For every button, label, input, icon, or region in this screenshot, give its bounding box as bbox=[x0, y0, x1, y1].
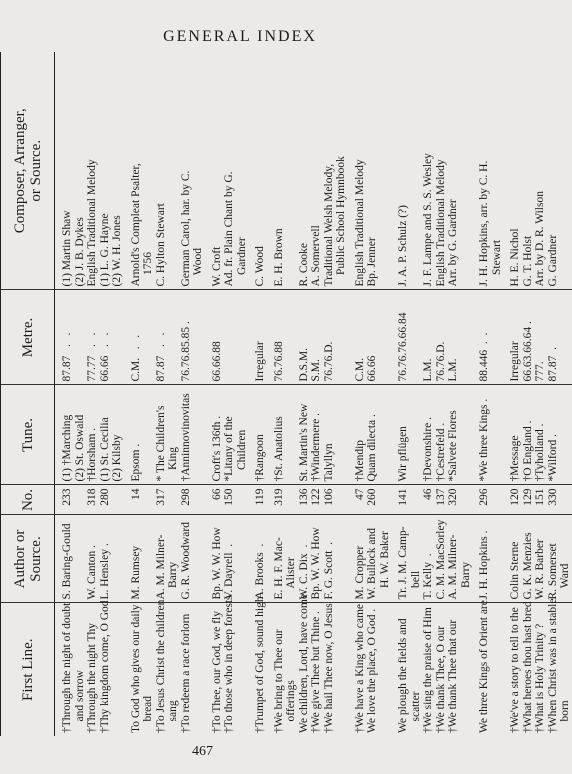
cell-tune: Wir pflügen †Devonshire . †Cestrefeld . *Salvete Flores bbox=[391, 385, 472, 485]
cell-no: 119 bbox=[248, 485, 267, 515]
cell-first-line: †To Thee, our God, we fly †To those who in deep forests bbox=[210, 595, 235, 733]
cell-metre: C.M. 66.66 bbox=[348, 290, 392, 385]
cell-composer: (1) Martin Shaw (2) J. B. Dykes English Traditional Melody (1) L. G. Hayne (2) W. H. Jones bbox=[55, 52, 124, 290]
index-rows bbox=[55, 52, 572, 736]
page-title: GENERAL INDEX bbox=[163, 28, 317, 45]
general-index-table bbox=[0, 52, 572, 736]
index-frame bbox=[0, 52, 571, 736]
cell-author: M. Cropper W. Bullock and H. W. Baker bbox=[348, 515, 392, 603]
cell-author: S. Baring-Gould W. Canton . L. Hensley . bbox=[55, 515, 124, 603]
header-row bbox=[1, 52, 55, 736]
cell-author: E. H. F. Mac- Alister W. C. Dix . Bp. W. W. How F. G. Scott . bbox=[267, 515, 348, 603]
table-row bbox=[55, 52, 124, 736]
header-no: No. bbox=[1, 485, 55, 515]
cell-tune: †Rangoon bbox=[248, 385, 267, 485]
cell-tune: *We three Kings . bbox=[472, 385, 503, 485]
cell-tune: Epsom . * The Children's King †Anninnovinovitas bbox=[124, 385, 205, 485]
cell-composer: H. E. Nichol G. T. Holst Arr. by D. R. Wilson G. Gardner bbox=[503, 52, 572, 290]
header-first-line: First Line. bbox=[1, 603, 55, 736]
table-row bbox=[391, 52, 472, 736]
cell-no: 66 150 bbox=[205, 485, 249, 515]
cell-metre: 66.66.88 bbox=[205, 290, 249, 385]
table-row bbox=[472, 52, 503, 736]
cell-metre: 76.76.76.66.84 L.M. 76.76.D. L.M. bbox=[391, 290, 472, 385]
page-number: 467 bbox=[192, 744, 213, 759]
header-tune: Tune. bbox=[1, 385, 55, 485]
cell-tune: †Mendip Quam dilecta . bbox=[348, 385, 392, 485]
cell-metre: 87.87 . . 77.77 . . 66.66 . . bbox=[55, 290, 124, 385]
table-row bbox=[205, 52, 249, 736]
cell-composer: Arnold's Compleat Psalter, 1756 C. Hylton Stewart German Carol, har. by C. Wood bbox=[124, 52, 205, 290]
cell-author: J. H. Hopkins . bbox=[472, 515, 503, 603]
cell-tune: †Message †O England . †Tyholland . *Wilford . bbox=[503, 385, 572, 485]
cell-first-line: †We've a story to tell to the †What heroes thou hast bred †What is Holy Trinity ? †When Christ was in a stable born bbox=[509, 598, 571, 733]
header-author: Author or Source. bbox=[1, 515, 55, 603]
cell-no: 233 318 280 bbox=[55, 485, 124, 515]
cell-composer: W. Croft Ad. fr. Plain Chant by G. Gardner bbox=[205, 52, 249, 290]
cell-no: 296 bbox=[472, 485, 503, 515]
cell-composer: J. H. Hopkins, arr. by C. H. Stewart bbox=[472, 52, 503, 290]
cell-metre: 88.446 . . bbox=[472, 290, 503, 385]
cell-no: 14 317 298 bbox=[124, 485, 205, 515]
cell-metre: Irregular 66.63.66.64 . 777. 87.87 . bbox=[503, 290, 572, 385]
cell-first-line: †We have a King who came We love the place, O God . bbox=[353, 603, 378, 733]
header-composer: Composer, Arranger, or Source. bbox=[1, 52, 55, 290]
table-row bbox=[503, 52, 572, 736]
cell-no: 120 129 151 330 bbox=[503, 485, 572, 515]
cell-author: Colin Sterne G. K. Menzies W. R. Barber R. Somerset Ward bbox=[503, 515, 572, 603]
cell-author: M. Rumsey A. M. Milner- Barry G. R. Woodward bbox=[124, 515, 205, 603]
table-row bbox=[348, 52, 392, 736]
table-row bbox=[248, 52, 267, 736]
cell-author: A. Brooks . bbox=[248, 515, 267, 603]
cell-tune: Croft's 136th . *Litany of the Children bbox=[205, 385, 249, 485]
cell-metre: 76.76.88 D.S.M. S.M. 76.76.D. bbox=[267, 290, 348, 385]
cell-author: Bp. W. W. How V. Dayrell . bbox=[205, 515, 249, 603]
cell-no: 319 136 122 106 bbox=[267, 485, 348, 515]
cell-no: 47 260 bbox=[348, 485, 392, 515]
cell-composer: J. A. P. Schulz (?) J. F. Lampe and S. S. Wesley English Traditional Melody Arr. by G. Gardner bbox=[391, 52, 472, 290]
cell-tune: (1) †Marching (2) St. Oswald †Horsham . (1) St. Cecilia (2) Kilsby bbox=[55, 385, 124, 485]
table-row bbox=[124, 52, 205, 736]
cell-composer: C. Wood bbox=[248, 52, 267, 290]
cell-tune: †St. Anatolius St. Martin's New †Windermere . Talyllyn bbox=[267, 385, 348, 485]
cell-first-line: †Trumpet of God, sound high bbox=[254, 596, 266, 733]
cell-first-line: †Through the night of doubt and sorrow †Through the night Thy †Thy kingdom come, O God bbox=[61, 600, 111, 733]
cell-first-line: We three Kings of Orient are bbox=[478, 600, 490, 733]
cell-composer: English Traditional Melody Bp. Jenner bbox=[348, 52, 392, 290]
cell-metre: C.M. . . 87.87 . . 76.76.85.85 . bbox=[124, 290, 205, 385]
table-row bbox=[267, 52, 348, 736]
header-metre: Metre. bbox=[1, 290, 55, 385]
cell-first-line: To God who gives our daily bread †To Jesus Christ the children sang †To redeem a race forlorn bbox=[129, 599, 192, 733]
cell-composer: E. H. Brown R. Cooke A. Somervell Traditional Welsh Melody, Public School Hymnbook bbox=[267, 52, 348, 290]
cell-first-line: We plough the fields and scatter †We sing the praise of Him †We thank Thee, O our †We thank Thee that our bbox=[397, 607, 459, 733]
cell-author: Tr. J. M. Camp- bell T. Kelly . C. M. MacSorley A. M. Milner- Barry bbox=[391, 515, 472, 603]
cell-first-line: †We bring to Thee our offerings We children, Lord, have come †We give Thee but Thine . †We hail Thee now, O Jesus bbox=[272, 594, 335, 733]
cell-metre: Irregular bbox=[248, 290, 267, 385]
cell-no: 141 46 137 320 bbox=[391, 485, 472, 515]
rotated-index bbox=[0, 52, 571, 736]
